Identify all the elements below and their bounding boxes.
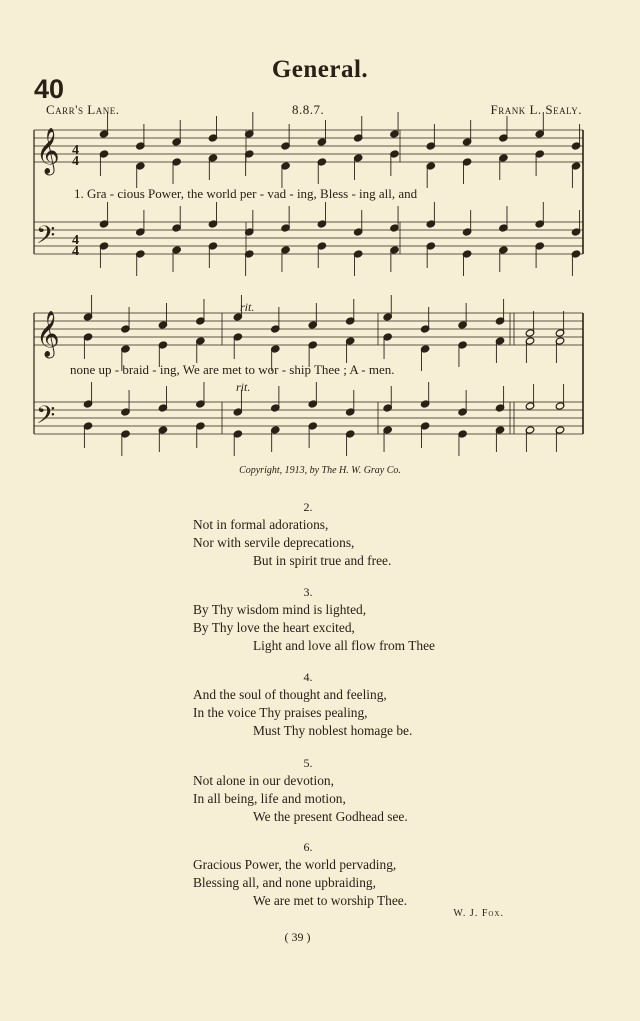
verse-line: Gracious Power, the world pervading, [193,857,397,872]
time-signature-digit: 4 [72,154,79,169]
verse-5 [193,754,513,826]
verse-number: 2. [303,500,313,514]
verse-line: By Thy wisdom mind is lighted, [193,602,367,617]
copyright-notice: Copyright, 1913, by The H. W. Gray Co. [239,465,401,476]
hymn-author: W. J. Fox. [453,908,504,919]
system2-lyrics: none up - braid - ing, We are met to wor - ship Thee ; A - men. [70,362,395,377]
verse-line: But in spirit true and free. [253,553,392,568]
verse-number: 5. [303,756,313,770]
verse-line: Not in formal adorations, [193,517,329,532]
verse-number: 3. [303,585,313,599]
tune-name: Carr's Lane. [46,102,120,117]
verse-line: Blessing all, and none upbraiding, [193,875,376,890]
bass-clef-icon: 𝄢 [36,401,56,436]
music-score [0,0,640,460]
verse-line: By Thy love the heart excited, [193,620,355,635]
verse-line: Nor with servile deprecations, [193,535,355,550]
composer: Frank L. Sealy. [490,102,582,117]
treble-clef-icon: 𝄞 [36,128,60,174]
rit-mark-bass: rit. [236,380,251,394]
verse-2 [193,498,513,570]
verse-line: And the soul of thought and feeling, [193,687,387,702]
page-number: ( 39 ) [284,930,311,944]
verse-3 [193,583,513,655]
verse-6 [193,838,513,910]
verse-line: Light and love all flow from Thee [253,638,435,653]
verse-line: We are met to worship Thee. [253,893,408,908]
verse-line: Not alone in our devotion, [193,773,334,788]
hymn-number: 40 [34,74,65,104]
verse-line: In the voice Thy praises pealing, [193,705,368,720]
treble-clef-icon: 𝄞 [36,311,60,357]
verse-number: 6. [303,840,313,854]
time-signature-digit: 4 [72,233,79,248]
time-signature-digit: 4 [72,143,79,158]
verse-4 [193,668,513,740]
meter: 8.8.7. [292,102,325,117]
system1-lyrics: 1. Gra - cious Power, the world per - vad - ing, Bless - ing all, and [74,186,418,201]
verse-line: In all being, life and motion, [193,791,346,806]
section-title: General. [271,56,369,83]
verse-number: 4. [303,670,313,684]
verse-line: Must Thy noblest homage be. [253,723,413,738]
bass-clef-icon: 𝄢 [36,221,56,256]
rit-mark-treble: rit. [240,300,255,314]
verse-line: We the present Godhead see. [253,809,408,824]
time-signature-digit: 4 [72,244,79,259]
